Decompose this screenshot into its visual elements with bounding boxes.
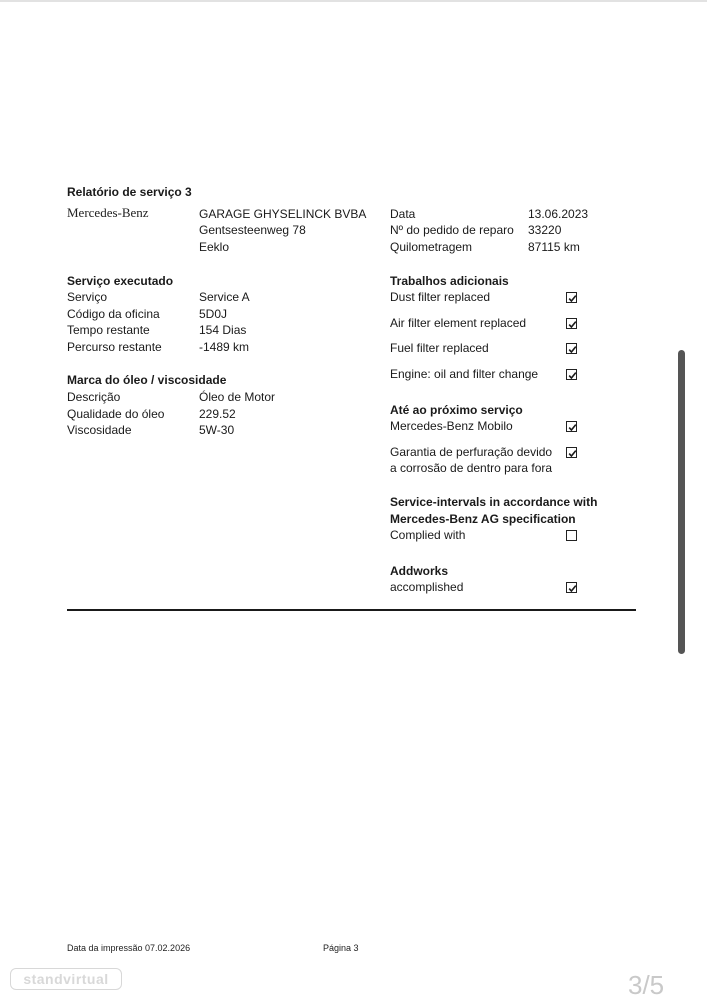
next-service-title: Até ao próximo serviço [390,403,523,417]
report-title: Relatório de serviço 3 [67,185,192,199]
oil-change-label: Engine: oil and filter change [390,367,539,381]
checkmark-icon [567,344,578,355]
service-section-title: Serviço executado [67,274,174,288]
corrosion-warranty-label-line2: a corrosão de dentro para fora [390,461,553,475]
viscosity-value: 5W-30 [199,423,235,437]
accomplished-checkbox [566,582,577,593]
time-remaining-value: 154 Dias [199,323,247,337]
mobilo-label: Mercedes-Benz Mobilo [390,419,513,433]
photo-pager: 3/5 [628,970,665,1000]
garage-street: Gentsesteenweg 78 [199,223,306,237]
meta-value-date: 13.06.2023 [528,207,589,221]
air-filter-checkbox [566,318,577,329]
oil-quality-label: Qualidade do óleo [67,407,165,421]
oil-change-checkbox [566,369,577,380]
page-number: Página 3 [323,943,359,953]
oil-description-label: Descrição [67,390,121,404]
scrollbar-thumb[interactable] [678,350,685,654]
air-filter-label: Air filter element replaced [390,316,527,330]
checkmark-icon [567,370,578,381]
complied-checkbox [566,530,577,541]
meta-label-mileage: Quilometragem [390,240,473,254]
distance-remaining-label: Percurso restante [67,340,162,354]
time-remaining-label: Tempo restante [67,323,150,337]
service-label: Serviço [67,290,108,304]
section-divider [67,609,636,611]
fuel-filter-label: Fuel filter replaced [390,341,489,355]
oil-quality-value: 229.52 [199,407,236,421]
meta-value-order: 33220 [528,223,562,237]
dust-filter-label: Dust filter replaced [390,290,491,304]
garage-name: GARAGE GHYSELINCK BVBA [199,207,367,221]
meta-value-mileage: 87115 km [528,240,580,254]
intervals-title-line2: Mercedes-Benz AG specification [390,512,576,526]
addworks-title: Addworks [390,564,449,578]
checkmark-icon [567,448,578,459]
dust-filter-checkbox [566,292,577,303]
intervals-title-line1: Service-intervals in accordance with [390,495,598,509]
meta-label-order: Nº do pedido de reparo [390,223,514,237]
viscosity-label: Viscosidade [67,423,132,437]
fuel-filter-checkbox [566,343,577,354]
corrosion-warranty-checkbox [566,447,577,458]
brand-logo: Mercedes-Benz [67,205,149,220]
workshop-code-value: 5D0J [199,307,228,321]
standvirtual-watermark-logo: standvirtual [10,968,122,990]
complied-label: Complied with [390,528,466,542]
distance-remaining-value: -1489 km [199,340,250,354]
checkmark-icon [567,293,578,304]
additional-section-title: Trabalhos adicionais [390,274,509,288]
accomplished-label: accomplished [390,580,464,594]
garage-city: Eeklo [199,240,230,254]
top-border [0,0,707,2]
checkmark-icon [567,583,578,594]
workshop-code-label: Código da oficina [67,307,160,321]
oil-section-title: Marca do óleo / viscosidade [67,373,227,387]
service-value: Service A [199,290,250,304]
corrosion-warranty-label-line1: Garantia de perfuração devido [390,445,553,459]
checkmark-icon [567,319,578,330]
mobilo-checkbox [566,421,577,432]
checkmark-icon [567,422,578,433]
meta-label-date: Data [390,207,416,221]
oil-description-value: Óleo de Motor [199,390,276,404]
print-date: Data da impressão 07.02.2026 [67,943,191,953]
